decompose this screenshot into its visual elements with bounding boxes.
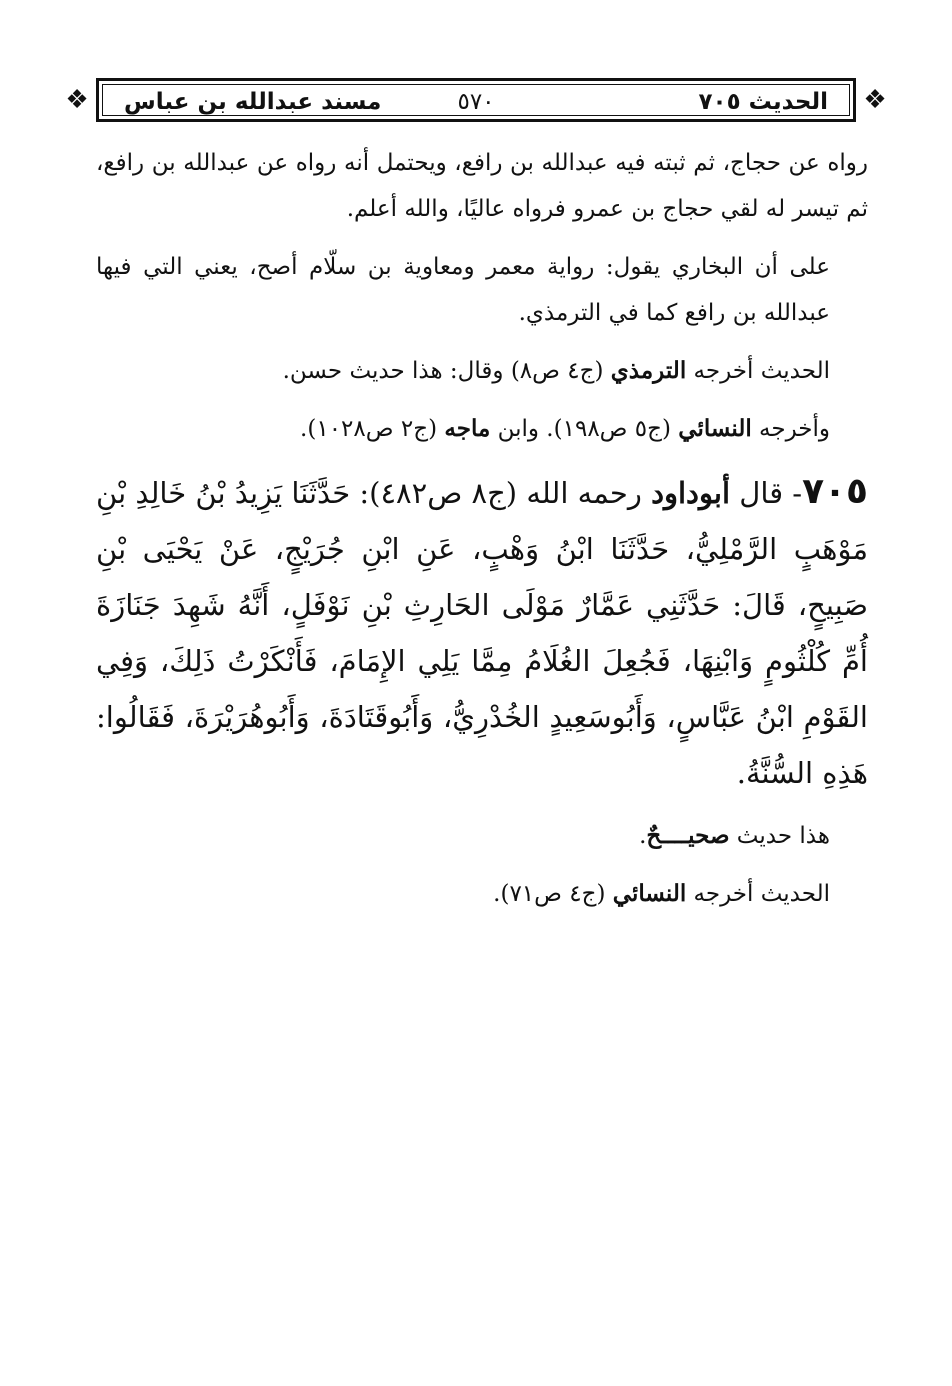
paragraph-7 <box>96 871 868 917</box>
text: هذا حديث <box>729 823 830 849</box>
grading <box>96 813 868 859</box>
text: (ج٤ ص٧١). <box>493 881 613 907</box>
text: (ج٤ ص٨) وقال: هذا حديث حسن. <box>282 358 611 384</box>
text: الحديث أخرجه <box>686 881 830 907</box>
page-number: ٥٧٠ <box>457 89 495 115</box>
paragraph-1: رواه عن حجاج، ثم ثبته فيه عبدالله بن رافع، ويحتمل أنه رواه عن عبدالله بن رافع، ثم تيسر له لقي حجاج بن عمرو فرواه عاليًا، والله أعلم. <box>96 150 868 222</box>
source-nasai: النسائي <box>678 415 752 442</box>
text: - قال <box>730 476 803 510</box>
text: وأخرجه <box>751 416 830 442</box>
text: . <box>639 823 647 849</box>
hadith-text <box>96 464 868 801</box>
text: الحديث أخرجه <box>686 358 830 384</box>
page-content <box>96 140 868 929</box>
source-tirmidhi: الترمذي <box>610 357 687 384</box>
grading-sahih: صحيــــحٌ <box>646 822 730 849</box>
header-hadith-number: الحديث ٧٠٥ <box>698 89 828 115</box>
text: رحمه الله (ج٨ ص٤٨٢): حَدَّثَنَا يَزِيدُ بْنُ خَالِدِ بْنِ مَوْهَبٍ الرَّمْلِيُّ، حَدَّثَنَا ابْنُ وَهْبٍ، عَنِ ابْنِ جُرَيْجٍ، عَنْ يَحْيَى بْنِ صَبِيحٍ، قَالَ: حَدَّثَنِي عَمَّارٌ مَوْلَى الحَارِثِ بْنِ نَوْفَلٍ، أَنَّهُ شَهِدَ جَنَازَةَ أُمِّ كُلْثُومٍ وَابْنِهَا، فَجُعِلَ الغُلَامُ مِمَّا يَلِي الإِمَامَ، فَأَنْكَرْتُ ذَلِكَ، وَفِي القَوْمِ ابْنُ عَبَّاسٍ، وَأَبُوسَعِيدٍ الخُدْرِيُّ، وَأَبُوقَتَادَةَ، وَأَبُوهُرَيْرَةَ، فَقَالُوا: هَذِهِ السُّنَّةُ. <box>96 476 868 790</box>
text: (ج٥ ص١٩٨). وابن <box>490 416 679 442</box>
paragraph-3 <box>96 348 868 394</box>
ornament-right-icon: ❖ <box>863 85 887 115</box>
page-header <box>58 72 894 128</box>
paragraph-2: على أن البخاري يقول: رواية معمر ومعاوية بن سلّام أصح، يعني التي فيها عبدالله بن رافع كما في الترمذي. <box>96 254 830 326</box>
paragraph-4 <box>96 406 868 452</box>
ornament-left-icon: ❖ <box>65 85 89 115</box>
header-book-title: مسند عبدالله بن عباس <box>124 89 382 115</box>
text: (ج٢ ص١٠٢٨). <box>300 416 445 442</box>
narrator-abu-dawud: أبوداود <box>651 476 731 510</box>
hadith-number: ٧٠٥ <box>802 471 868 512</box>
source-nasai: النسائي <box>612 880 687 907</box>
source-ibn-majah: ماجه <box>444 415 491 442</box>
